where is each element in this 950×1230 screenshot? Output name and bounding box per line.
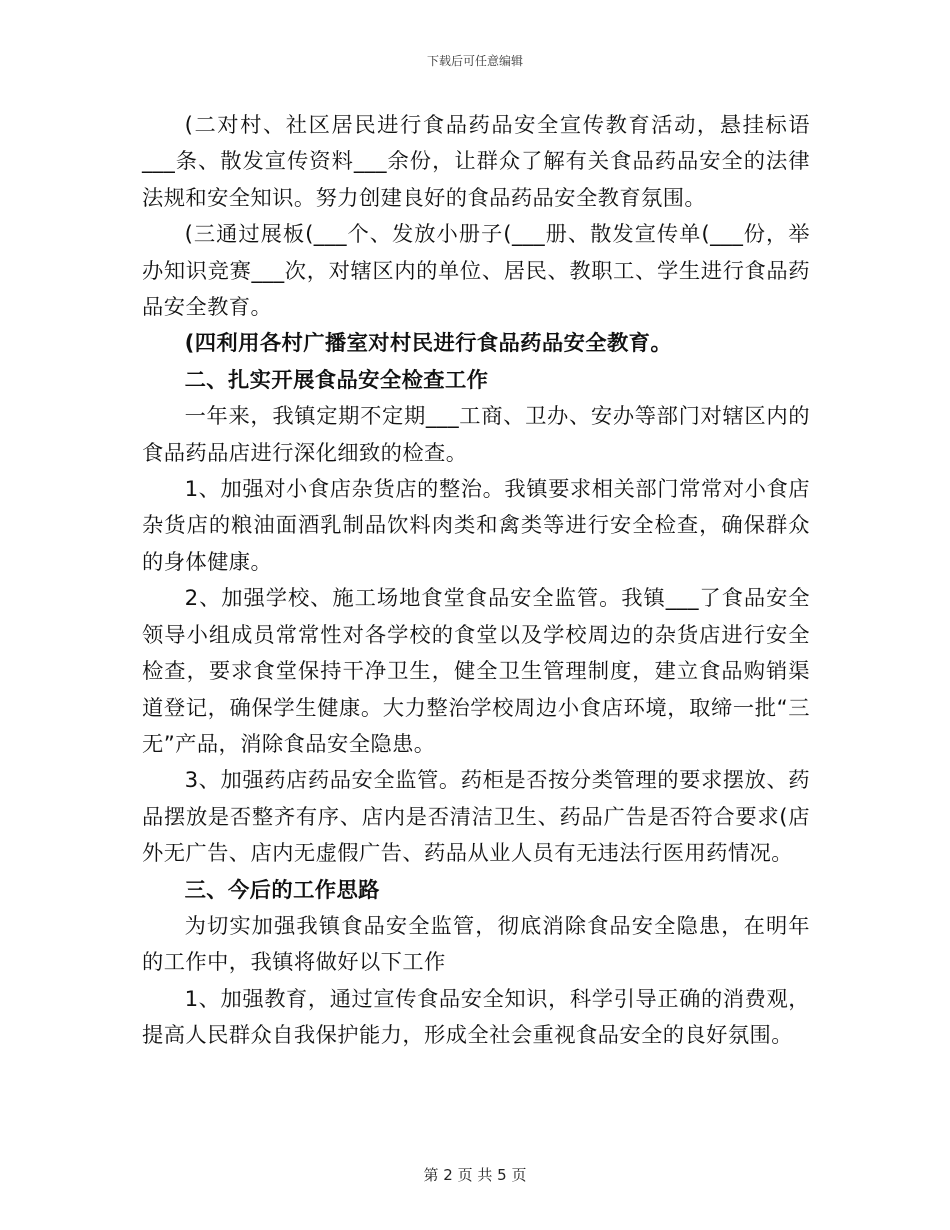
paragraph-future-intro: 为切实加强我镇食品安全监管，彻底消除食品安全隐患，在明年的工作中，我镇将做好以下工作 xyxy=(142,913,810,976)
document-body xyxy=(142,108,810,1055)
page-number: 第 2 页 共 5 页 xyxy=(423,1166,527,1184)
section-heading-future-plans: 三、今后的工作思路 xyxy=(184,877,380,903)
paragraph-item-small-shops: 1、加强对小食店杂货店的整治。我镇要求相关部门常常对小食店杂货店的粮油面酒乳制品饮料肉类和禽类等进行安全检查，确保群众的身体健康。 xyxy=(142,477,810,575)
paragraph-item-school-canteens: 2、加强学校、施工场地食堂食品安全监管。我镇___了食品安全领导小组成员常常性对各学校的食堂以及学校周边的杂货店进行安全检查，要求食堂保持干净卫生，健全卫生管理制度，建立食品购销渠道登记，确保学生健康。大力整治学校周边小食店环境，取缔一批“三无”产品，消除食品安全隐患。 xyxy=(142,586,810,757)
paragraph-item-pharmacies: 3、加强药店药品安全监管。药柜是否按分类管理的要求摆放、药品摆放是否整齐有序、店内是否清洁卫生、药品广告是否符合要求(店外无广告、店内无虚假广告、药品从业人员有无违法行医用药情况。 xyxy=(142,768,810,867)
paragraph-item-education: 1、加强教育，通过宣传食品安全知识，科学引导正确的消费观，提高人民群众自我保护能力，形成全社会重视食品安全的良好氛围。 xyxy=(142,986,810,1049)
paragraph-broadcast: (四利用各村广播室对村民进行食品药品安全教育。 xyxy=(184,331,673,357)
page-header: 下载后可任意编辑 xyxy=(426,54,523,68)
paragraph-publicity-villages: (二对村、社区居民进行食品药品安全宣传教育活动，悬挂标语___条、散发宣传资料___余份，让群众了解有关食品药品安全的法律法规和安全知识。努力创建良好的食品药品安全教育氛围。 xyxy=(142,113,810,211)
paragraph-publicity-displays: (三通过展板(___个、发放小册子(___册、散发宣传单(___份，举办知识竞赛___次，对辖区内的单位、居民、教职工、学生进行食品药品安全教育。 xyxy=(142,222,810,321)
paragraph-inspection-intro: 一年来，我镇定期不定期___工商、卫办、安办等部门对辖区内的食品药品店进行深化细致的检查。 xyxy=(142,404,810,466)
section-heading-inspection: 二、扎实开展食品安全检查工作 xyxy=(184,367,489,393)
